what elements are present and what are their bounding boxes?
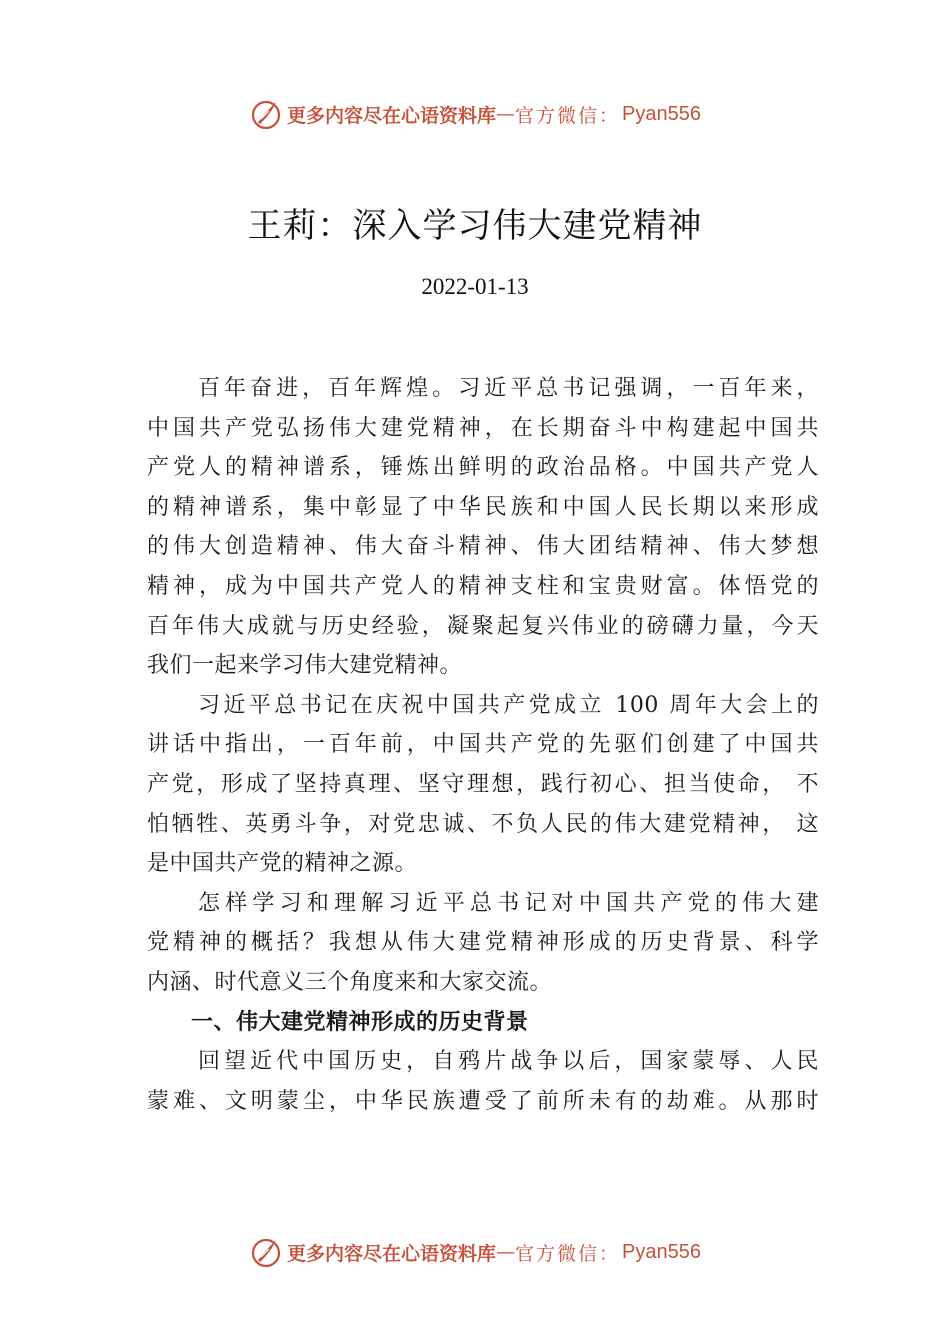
body-line: 党精神的概括？我想从伟大建党精神形成的历史背景、科学 [147,930,819,956]
body-line: 回望近代中国历史，自鸦片战争以后，国家蒙辱、人民 [198,1049,819,1075]
banner-wechat-id: Pyan556 [622,102,701,125]
header-banner [0,94,950,134]
body-line: 讲话中指出，一百年前，中国共产党的先驱们创建了中国共 [147,732,819,758]
section-heading: 一、伟大建党精神形成的历史背景 [191,1009,529,1035]
body-line: 我们一起来学习伟大建党精神。 [147,653,463,679]
body-line: 产党，形成了坚持真理、坚守理想，践行初心、担当使命， 不 [147,771,819,797]
banner-separator: — [496,1241,516,1263]
banner-wechat-id: Pyan556 [622,1240,701,1263]
body-line: 习近平总书记在庆祝中国共产党成立 100 周年大会上的 [198,692,819,718]
article-date: 2022-01-13 [421,274,529,299]
banner-wechat-label: 官方微信： [515,104,621,127]
body-line: 蒙难、文明蒙尘，中华民族遭受了前所未有的劫难。从那时 [147,1088,819,1114]
body-line: 产党人的精神谱系，锤炼出鲜明的政治品格。中国共产党人 [147,455,819,481]
body-line: 内涵、时代意义三个角度来和大家交流。 [147,969,553,995]
body-line: 的精神谱系，集中彰显了中华民族和中国人民长期以来形成 [147,494,819,520]
body-line: 百年奋进，百年辉煌。习近平总书记强调，一百年来， [198,376,819,401]
body-line: 精神，成为中国共产党人的精神支柱和宝贵财富。体悟党的 [147,573,819,599]
article-title: 王莉：深入学习伟大建党精神 [247,206,703,246]
body-line: 是中国共产党的精神之源。 [147,851,418,877]
body-line: 中国共产党弘扬伟大建党精神，在长期奋斗中构建起中国共 [147,415,819,441]
footer-banner [0,1232,950,1272]
body-line: 的伟大创造精神、伟大奋斗精神、伟大团结精神、伟大梦想 [147,534,819,560]
body-line: 怎样学习和理解习近平总书记对中国共产党的伟大建 [198,890,819,916]
banner-brand-text: 更多内容尽在心语资料库 [287,104,497,127]
quill-pen-seal-icon [249,97,283,131]
body-line: 怕牺牲、英勇斗争，对党忠诚、不负人民的伟大建党精神， 这 [147,811,819,837]
body-line: 百年伟大成就与历史经验，凝聚起复兴伟业的磅礴力量，今天 [147,613,819,639]
article-body [147,369,819,1121]
banner-brand-text: 更多内容尽在心语资料库 [287,1242,497,1265]
banner-wechat-label: 官方微信： [515,1242,621,1265]
banner-separator: — [496,103,516,125]
quill-pen-seal-icon [249,1235,283,1269]
